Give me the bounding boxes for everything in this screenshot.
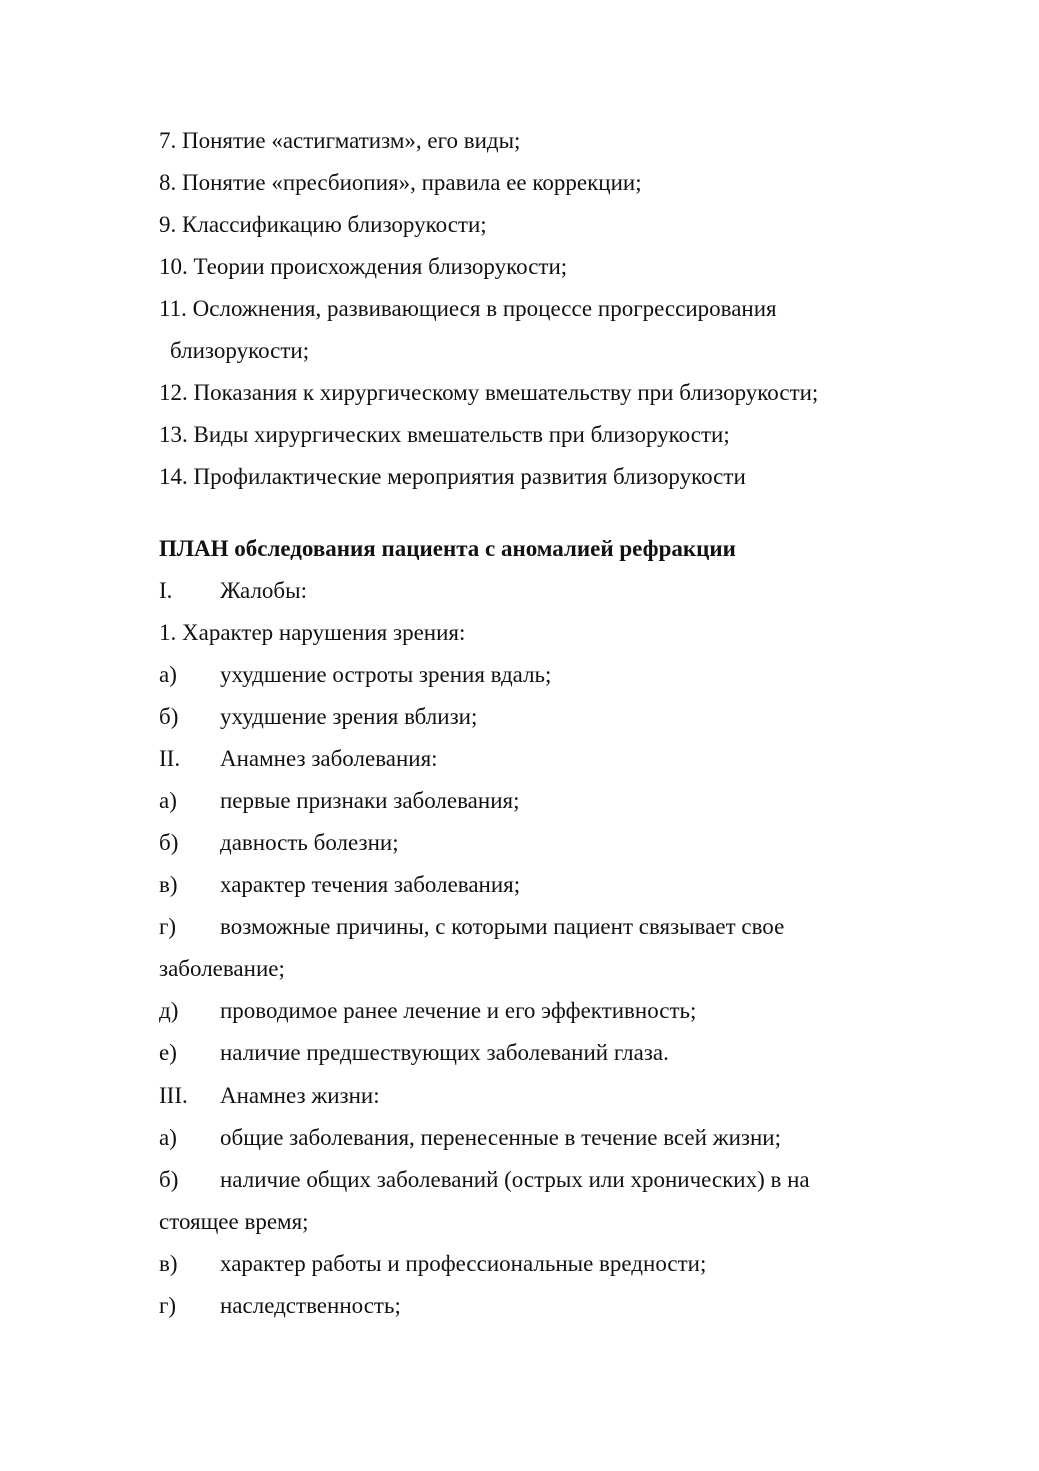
list-item-continuation: близорукости; <box>170 338 310 363</box>
list-item <box>159 1124 781 1152</box>
list-item <box>159 787 519 815</box>
item-text: ухудшение зрения вблизи; <box>220 704 478 729</box>
item-marker: б) <box>159 1167 179 1192</box>
item-text: давность болезни; <box>220 830 399 855</box>
subsection-heading: 1. Характер нарушения зрения: <box>159 620 466 645</box>
list-item <box>159 997 696 1025</box>
list-item <box>159 1250 706 1278</box>
list-item <box>159 913 784 941</box>
roman-marker: III. <box>159 1083 188 1108</box>
section-label: Анамнез жизни: <box>220 1083 380 1108</box>
list-item <box>159 871 520 899</box>
list-item: 7. Понятие «астигматизм», его виды; <box>159 128 521 153</box>
list-item <box>159 703 477 731</box>
item-text: наличие общих заболеваний (острых или хронических) в на <box>220 1167 810 1192</box>
section-disease-history <box>159 745 438 773</box>
item-text: возможные причины, с которыми пациент связывает свое <box>220 914 785 939</box>
item-marker: в) <box>159 1251 178 1276</box>
section-life-history <box>159 1082 380 1110</box>
item-marker: а) <box>159 788 177 813</box>
section-heading: ПЛАН обследования пациента с аномалией рефракции <box>159 536 736 561</box>
list-item <box>159 1166 810 1194</box>
list-item: 9. Классификацию близорукости; <box>159 212 487 237</box>
item-marker: а) <box>159 662 177 687</box>
list-item-continuation: стоящее время; <box>159 1209 309 1234</box>
item-text: общие заболевания, перенесенные в течение всей жизни; <box>220 1125 781 1150</box>
item-marker: б) <box>159 830 179 855</box>
list-item: 10. Теории происхождения близорукости; <box>159 254 568 279</box>
item-text: характер работы и профессиональные вредности; <box>220 1251 707 1276</box>
list-item: 12. Показания к хирургическому вмешательству при близорукости; <box>159 380 819 405</box>
item-text: наследственность; <box>220 1293 401 1318</box>
item-marker: а) <box>159 1125 177 1150</box>
item-marker: в) <box>159 872 178 897</box>
list-item: 13. Виды хирургических вмешательств при близорукости; <box>159 422 730 447</box>
list-item <box>159 1292 401 1320</box>
item-marker: б) <box>159 704 179 729</box>
list-item: 8. Понятие «пресбиопия», правила ее коррекции; <box>159 170 642 195</box>
item-marker: г) <box>159 914 177 939</box>
item-text: наличие предшествующих заболеваний глаза. <box>220 1040 669 1065</box>
item-text: первые признаки заболевания; <box>220 788 520 813</box>
section-label: Жалобы: <box>220 578 307 603</box>
list-item-continuation: заболевание; <box>159 956 285 981</box>
item-marker: г) <box>159 1293 177 1318</box>
section-complaints <box>159 577 307 605</box>
list-item <box>159 1039 669 1067</box>
list-item: 11. Осложнения, развивающиеся в процессе прогрессирования <box>159 296 777 321</box>
item-text: проводимое ранее лечение и его эффективность; <box>220 998 697 1023</box>
list-item <box>159 661 551 689</box>
item-text: характер течения заболевания; <box>220 872 521 897</box>
item-text: ухудшение остроты зрения вдаль; <box>220 662 552 687</box>
section-label: Анамнез заболевания: <box>220 746 438 771</box>
list-item: 14. Профилактические мероприятия развития близорукости <box>159 464 746 489</box>
item-marker: е) <box>159 1040 177 1065</box>
roman-marker: II. <box>159 746 181 771</box>
item-marker: д) <box>159 998 179 1023</box>
list-item <box>159 829 399 857</box>
roman-marker: I. <box>159 578 173 603</box>
